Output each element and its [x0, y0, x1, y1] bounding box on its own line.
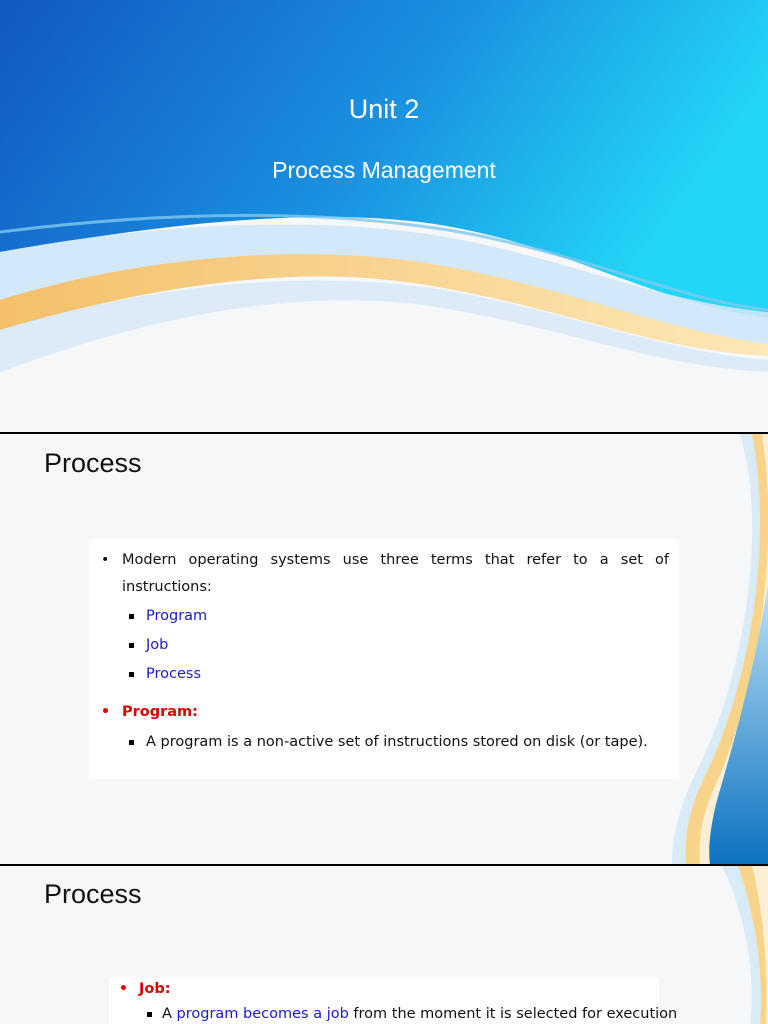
- bullet-item: [89, 547, 679, 601]
- bullet-dot: •: [101, 552, 110, 568]
- content-box: [109, 978, 678, 1024]
- process-slide-1: [0, 434, 768, 864]
- program-heading: Program:: [122, 704, 198, 720]
- slide-title: Process: [44, 448, 142, 478]
- bullet-dot: •: [101, 704, 110, 720]
- list-item: [89, 728, 679, 757]
- wave-background: [0, 0, 768, 432]
- term-program: Program: [146, 608, 208, 624]
- slide-subtitle: Process Management: [272, 157, 496, 183]
- job-line-rest: from the moment it is selected for execution: [353, 1006, 678, 1022]
- square-bullet: [129, 614, 134, 619]
- term-job: Job: [146, 637, 169, 653]
- intro-text: Modern operating systems use three terms that refer to a set of instructions:: [122, 552, 669, 595]
- list-item: [89, 631, 679, 660]
- square-bullet: [129, 740, 134, 745]
- bullet-item: [89, 699, 679, 726]
- job-line-prefix: A: [162, 1006, 172, 1022]
- list-item: [89, 660, 679, 689]
- bullet-dot: •: [119, 981, 128, 997]
- list-item: [109, 1000, 678, 1024]
- slide-title: Unit 2: [348, 94, 420, 124]
- content-box: [89, 539, 679, 779]
- slide-title: Process: [44, 879, 142, 909]
- title-slide: [0, 0, 768, 432]
- list-item: [89, 602, 679, 631]
- bullet-item: [109, 976, 659, 1003]
- square-bullet: [147, 1012, 152, 1017]
- process-slide-2: [0, 866, 768, 1024]
- term-process: Process: [146, 666, 202, 682]
- square-bullet: [129, 672, 134, 677]
- program-definition: A program is a non-active set of instructions stored on disk (or tape).: [146, 734, 648, 750]
- square-bullet: [129, 643, 134, 648]
- job-line-link: program becomes a job: [176, 1006, 349, 1022]
- job-heading: Job:: [139, 981, 171, 997]
